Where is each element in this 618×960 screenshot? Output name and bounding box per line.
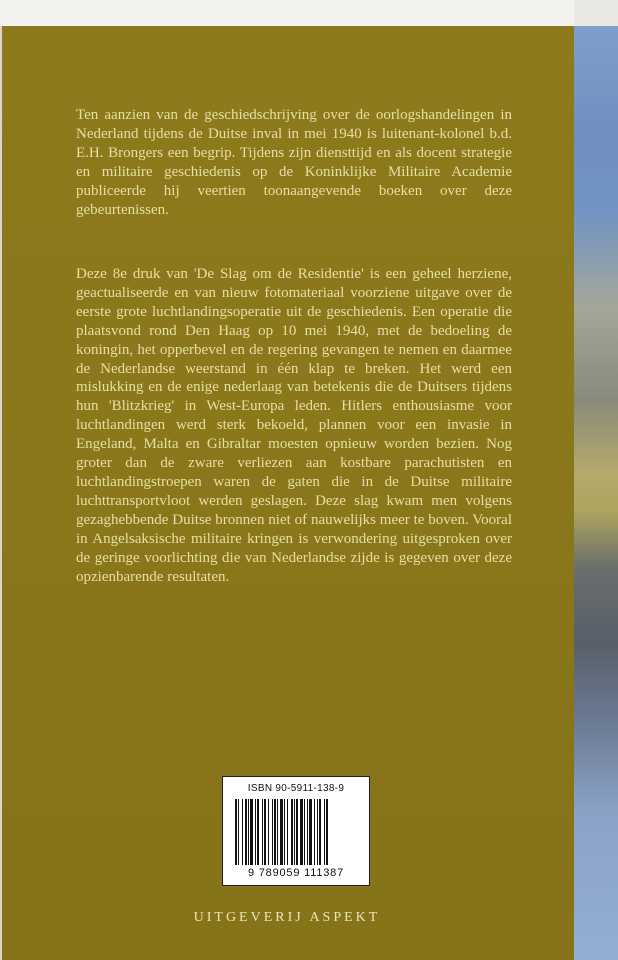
barcode-bar	[296, 799, 298, 865]
barcode-bar	[272, 799, 273, 865]
barcode-bar	[262, 799, 263, 865]
barcode-bar	[307, 799, 308, 865]
barcode-bar	[300, 799, 303, 865]
barcode-bar	[264, 799, 266, 865]
barcode-bar	[324, 799, 325, 865]
isbn-barcode	[222, 776, 370, 886]
barcode-bar	[248, 799, 249, 865]
barcode-bar	[291, 799, 293, 865]
blurb-paragraph-2: Deze 8e druk van 'De Slag om de Residentie' is een geheel herziene, geactualiseerde en van nieuw fotomateriaal voorziene uitgave over de eerste grote luchtlandingsoperatie uit de geschiedenis. Een operatie die plaatsvond rond Den Haag op 10 mei 1940, met de bedoeling de koningin, het opperbevel en de regering gevangen te nemen en daarmee de Nederlandse weerstand in één klap te breken. Het werd een mislukking en de enige nederlaag van betekenis die de Duitsers tijdens hun 'Blitzkrieg' in West-Europa leden. Hitlers enthousiasme voor luchtlandingen werd sterk bekoeld, plannen voor een invasie in Engeland, Malta en Gibraltar moesten opnieuw worden bezien. Nog groter dan de zware verliezen aan kostbare parachutisten en luchtlandingstroepen waren de gaten die in de Duitse militaire luchttransportvloot werden geslagen. Deze slag kwam men volgens gezaghebbende Duitse bronnen niet of nauwelijks meer te boven. Vooral in Angelsaksische militaire kringen is verwondering uitgesproken over de geringe voorlichting die van Nederlandse zijde is gegeven over deze opzienbarende resultaten.	[76, 266, 512, 585]
barcode-bar	[268, 799, 269, 865]
barcode-bar	[317, 799, 318, 865]
barcode-bar	[277, 799, 278, 865]
isbn-label: ISBN 90-5911-138-9	[247, 783, 345, 794]
barcode-bar	[309, 799, 312, 865]
barcode-bar	[235, 799, 237, 865]
barcode-bar	[250, 799, 253, 865]
barcode-bar	[255, 799, 256, 865]
barcode-bar	[257, 799, 259, 865]
barcode-bar	[319, 799, 321, 865]
barcode-bar	[294, 799, 295, 865]
front-cover-photo-strip	[574, 26, 618, 960]
barcode-bar	[274, 799, 276, 865]
ean-digits: 9 789059 111387	[247, 867, 344, 879]
barcode-bar	[314, 799, 315, 865]
barcode-bar	[304, 799, 305, 865]
barcode-bars	[235, 799, 359, 865]
barcode-bar	[284, 799, 285, 865]
barcode-bar	[326, 799, 328, 865]
publisher-name: UITGEVERIJ ASPEKT	[193, 910, 381, 925]
barcode-bar	[245, 799, 247, 865]
barcode-bar	[238, 799, 239, 865]
barcode-bar	[280, 799, 283, 865]
blurb-paragraph-1: Ten aanzien van de geschiedschrijving over de oorlogshandelingen in Nederland tijdens de Duitse inval in mei 1940 is luitenant-kolonel b.d. E.H. Brongers een begrip. Tijdens zijn diensttijd en als docent strategie en militaire geschiedenis op de Koninklijke Militaire Academie publiceerde hij veertien toonaangevende boeken over deze gebeurtenissen.	[76, 107, 512, 218]
cover-edge	[574, 0, 618, 26]
barcode-bar	[287, 799, 288, 865]
barcode-bar	[242, 799, 243, 865]
